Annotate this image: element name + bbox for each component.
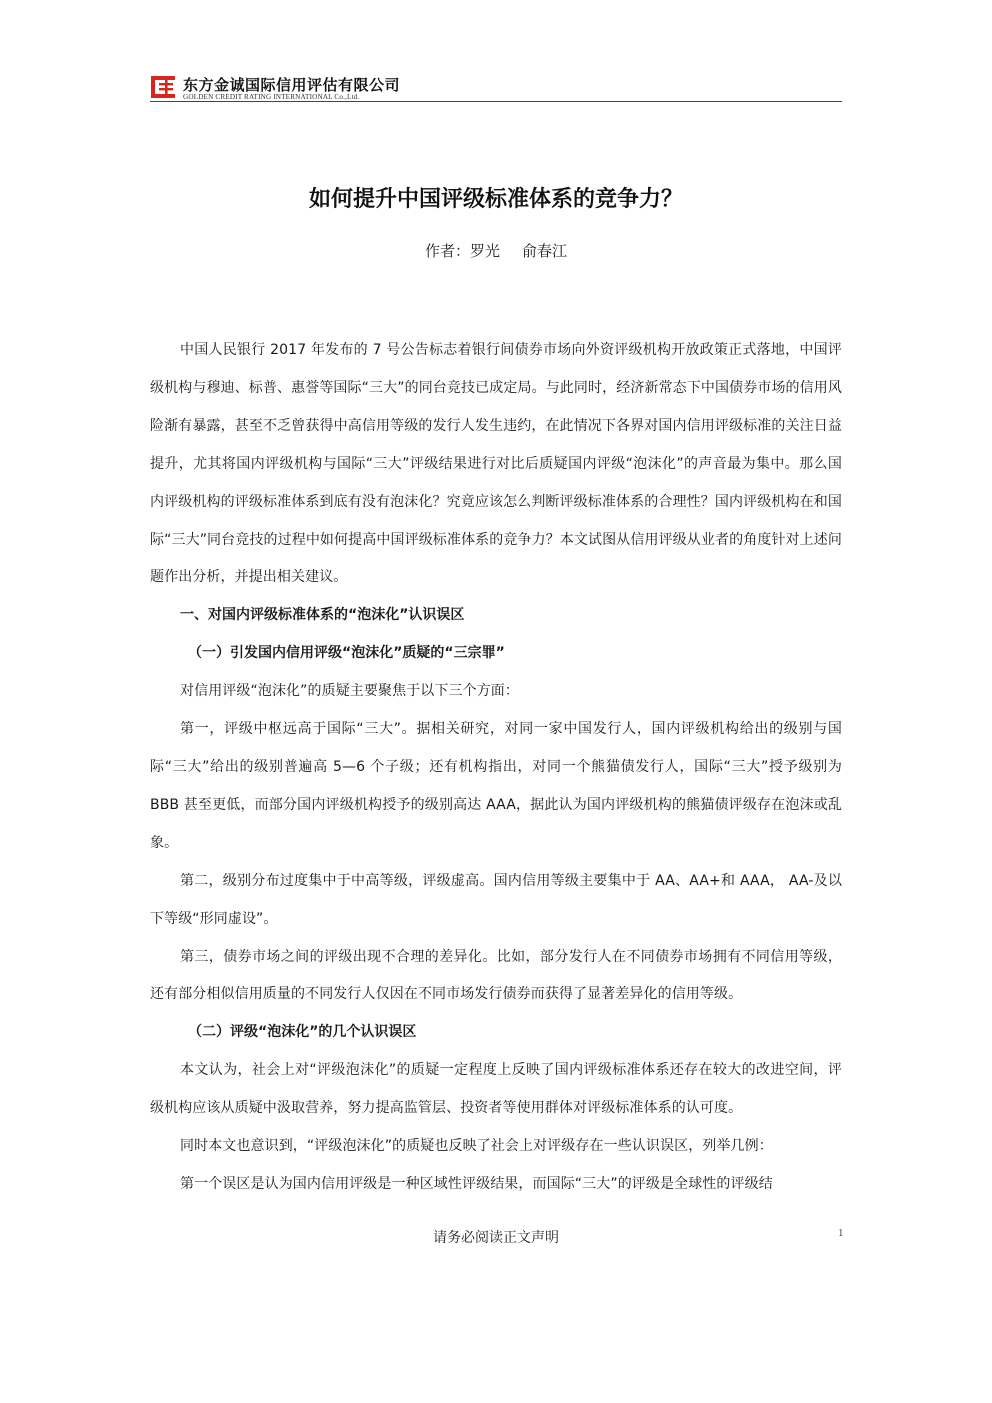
body-paragraph: 第一个误区是认为国内信用评级是一种区域性评级结果，而国际“三大”的评级是全球性的评级结 [180,1175,773,1192]
body-paragraph: 第三，债券市场之间的评级出现不合理的差异化。比如，部分发行人在不同债券市场拥有不同信用等级，还有部分相似信用质量的不同发行人仅因在不同市场发行债券而获得了显著差异化的信用等级。 [150,948,842,1003]
body-paragraph: 第一，评级中枢远高于国际“三大”。据相关研究，对同一家中国发行人，国内评级机构给出的级别与国际“三大”给出的级别普遍高 5—6 个子级；还有机构指出，对同一个熊猫债发行人，国际“三大”授予级别为 BBB 甚至更低，而部分国内评级机构授予的级别高达 AAA，据此认为国内评级机构的熊猫债评级存在泡沫或乱象。 [150,721,842,851]
author-secondary: 俞春江 [522,242,568,260]
page-number: 1 [838,1227,844,1239]
author-primary: 作者：罗光 [424,242,500,260]
company-name-en: GOLDEN CREDIT RATING INTERNATIONAL Co.,Ltd. [183,93,360,101]
subsection-heading-1: （一）引发国内信用评级“泡沫化”质疑的“三宗罪” [188,645,505,662]
author-line [0,240,992,261]
company-logo-icon [150,74,176,100]
footer-disclaimer: 请务必阅读正文声明 [433,1230,559,1246]
intro-paragraph: 中国人民银行 2017 年发布的 7 号公告标志着银行间债券市场向外资评级机构开放政策正式落地，中国评级机构与穆迪、标普、惠誉等国际“三大”的同台竞技已成定局。与此同时，经济新常态下中国债券市场的信用风险渐有暴露，甚至不乏曾获得中高信用等级的发行人发生违约，在此情况下各界对国内信用评级标准的关注日益提升，尤其将国内评级机构与国际“三大”评级结果进行对比后质疑国内评级“泡沫化”的声音最为集中。那么国内评级机构的评级标准体系到底有没有泡沫化？究竟应该怎么判断评级标准体系的合理性？国内评级机构在和国际“三大”同台竞技的过程中如何提高中国评级标准体系的竞争力？本文试图从信用评级从业者的角度针对上述问题作出分析，并提出相关建议。 [150,342,842,586]
section-heading-1: 一、对国内评级标准体系的“泡沫化”认识误区 [180,607,465,624]
page-header [150,72,842,102]
header-divider [150,101,842,102]
subsection-heading-2: （二）评级“泡沫化”的几个认识误区 [188,1024,417,1041]
body-paragraph: 本文认为，社会上对“评级泡沫化”的质疑一定程度上反映了国内评级标准体系还存在较大的改进空间，评级机构应该从质疑中汲取营养，努力提高监管层、投资者等使用群体对评级标准体系的认可度。 [150,1062,842,1117]
document-body [150,332,842,1204]
body-paragraph: 第二，级别分布过度集中于中高等级，评级虚高。国内信用等级主要集中于 AA、AA+和 AAA， AA-及以下等级“形同虚设”。 [150,872,842,927]
document-title: 如何提升中国评级标准体系的竞争力？ [308,187,683,212]
body-paragraph: 同时本文也意识到，“评级泡沫化”的质疑也反映了社会上对评级存在一些认识误区，列举几例： [180,1138,773,1155]
body-paragraph: 对信用评级“泡沫化”的质疑主要聚焦于以下三个方面： [180,683,520,700]
company-name-cn: 东方金诚国际信用评估有限公司 [183,76,401,94]
